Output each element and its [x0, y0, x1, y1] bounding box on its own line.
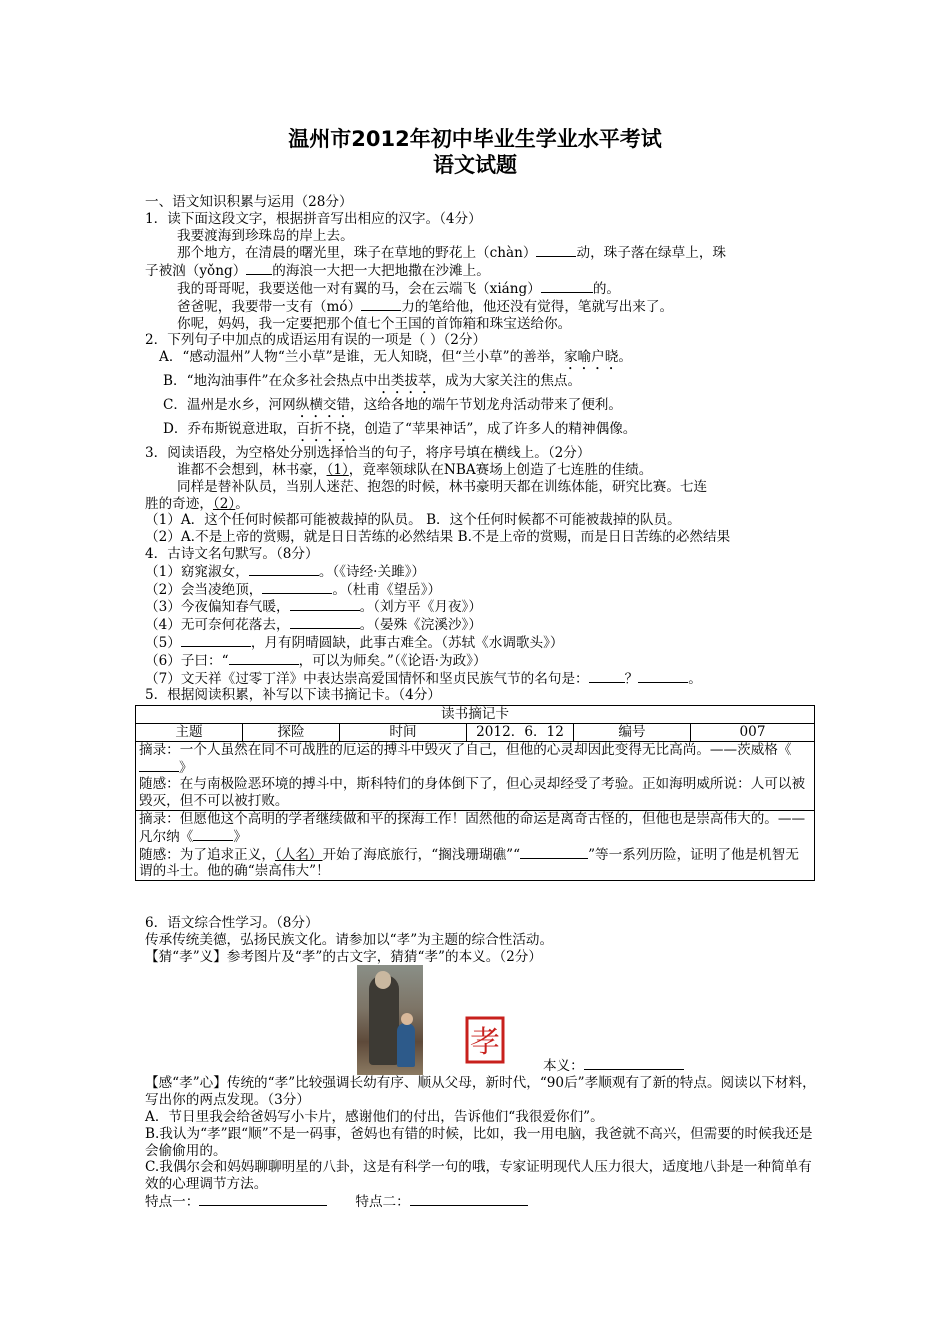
blank-field[interactable] — [536, 244, 576, 257]
material-c: C.我偶尔会和妈妈聊聊明星的八卦，这是有科学一句的哦，专家证明现代人压力很大，适度地八卦是一种简单有效的心理调节方法。 — [145, 1159, 812, 1193]
blank-field[interactable] — [638, 670, 688, 683]
card-entry-2: 摘录：但愿他这个高明的学者继续做和平的探海工作！固然他的命运是离奇古怪的，但他也是崇高伟大的。——凡尔纳《 》 随感：为了追求正义，（人名）开始了海底旅行，“搁浅珊瑚礁”“ ”等一系列历险，证明了他是机智无谓的斗士。他的确“崇高伟大”！ — [136, 810, 815, 880]
seal-glyph: 孝 — [470, 1025, 500, 1061]
blank-2[interactable]: （2） — [212, 495, 236, 512]
blank-field[interactable] — [589, 670, 625, 683]
q3-passage: 胜的奇迹，（2）。 — [145, 495, 249, 512]
blank-field[interactable] — [541, 280, 593, 293]
q3-options-1: （1）A．这个任何时候都可能被裁掉的队员。 B．这个任何时候都不可能被裁掉的队员。 — [145, 512, 681, 529]
q2-option-d: D．乔布斯锐意进取，百折不挠，创造了“苹果神话”，成了许多人的精神偶像。 — [163, 421, 637, 438]
q3-options-2: （2）A.不是上帝的赏赐，就是日日苦练的必然结果 B.不是上帝的赏赐，而是日日苦练的必然结果 — [145, 529, 731, 546]
q1-line: 我的哥哥呢，我要送他一对有翼的马，会在云端飞（xiáng） 的。 — [177, 280, 621, 297]
q1-line: 你呢，妈妈，我一定要把那个值七个王国的首饰箱和珠宝送给你。 — [177, 315, 572, 332]
grandfather-child-photo — [357, 965, 423, 1075]
blank-field[interactable] — [181, 634, 251, 647]
q4-item: （1）窈窕淑女， 。（《诗经·关雎》） — [145, 563, 426, 580]
q4-item: （2）会当凌绝顶， 。（杜甫《望岳》） — [145, 581, 442, 598]
features-line: 特点一： 特点二： — [145, 1193, 825, 1211]
material-a: A．节日里我会给爸妈写小卡片，感谢他们的付出，告诉他们“我很爱你们”。 — [145, 1109, 604, 1126]
q1-line: 那个地方，在清晨的曙光里，珠子在草地的野花上（chàn） 动，珠子落在绿草上，珠 — [177, 245, 727, 262]
q6-intro: 传承传统美德，弘扬民族文化。请参加以“孝”为主题的综合性活动。 — [145, 931, 554, 948]
blank-field[interactable] — [249, 563, 319, 576]
q2-option-b: B．“地沟油事件”在众多社会热点中出类拔萃，成为大家关注的焦点。 — [163, 373, 582, 390]
card-header-number: 编号 — [574, 723, 691, 741]
q2-option-a: A．“感动温州”人物“兰小草”是谁，无人知晓，但“兰小草”的善举，家喻户晓。 — [159, 349, 632, 366]
q4-item: （6）子曰：“ ，可以为师矣。”（《论语·为政》） — [145, 652, 487, 669]
q3-stem: 3．阅读语段，为空格处分别选择恰当的句子，将序号填在横线上。（2分） — [145, 445, 591, 462]
q4-stem: 4．古诗文名句默写。（8分） — [145, 545, 319, 562]
section-heading: 一、语文知识积累与运用（28分） — [145, 194, 353, 210]
blank-field[interactable] — [139, 759, 179, 772]
ancient-xiao-character-seal — [455, 1010, 515, 1070]
answer-field[interactable] — [584, 1057, 684, 1070]
figure-row — [145, 965, 825, 1075]
card-value-time: 2012．6．12 — [467, 723, 574, 741]
card-entry-1: 摘录：一个人虽然在同不可战胜的厄运的搏斗中毁灭了自己，但他的心灵却因此变得无比高尚。——茨威格《》 随感：在与南极险恶环境的搏斗中，斯科特们的身体倒下了，但心灵却经受了考验。正如海明威所说：人可以被毁灭，但不可以被打败。 — [136, 741, 815, 810]
feature-1-field[interactable] — [199, 1193, 327, 1206]
exam-subtitle: 语文试题 — [433, 153, 517, 177]
blank-field[interactable] — [262, 581, 332, 594]
q4-item: （7）文天祥《过零丁洋》中表达崇高爱国情怀和坚贞民族气节的名句是： ？ 。 — [145, 670, 702, 687]
q1-line: 子被汹（yǒng） 的海浪一大把一大把地撒在沙滩上。 — [145, 263, 490, 280]
blank-field[interactable] — [290, 598, 360, 611]
q1-stem: 1．读下面这段文字，根据拼音写出相应的汉字。（4分） — [145, 210, 482, 227]
card-header-theme: 主题 — [136, 723, 243, 741]
card-title: 读书摘记卡 — [136, 706, 815, 724]
meaning-answer: 本义： — [543, 1057, 684, 1075]
card-header-time: 时间 — [340, 723, 467, 741]
reading-card — [135, 705, 815, 881]
q3-passage: 同样是替补队员，当别人迷茫、抱怨的时候，林书豪明天都在训练体能，研究比赛。七连 — [177, 478, 708, 495]
q4-item: （5） ，月有阴晴圆缺，此事古难全。（苏轼《水调歌头》） — [145, 634, 564, 651]
blank-field[interactable] — [246, 262, 272, 275]
blank-field[interactable] — [361, 298, 401, 311]
blank-1[interactable]: （1） — [326, 461, 349, 478]
blank-field[interactable] — [290, 616, 360, 629]
card-value-number: 007 — [691, 723, 815, 741]
q5-stem: 5．根据阅读积累，补写以下读书摘记卡。（4分） — [145, 687, 441, 704]
q4-item: （4）无可奈何花落去， 。（晏殊《浣溪沙》） — [145, 617, 482, 634]
blank-field[interactable] — [229, 652, 299, 665]
q2-stem: 2．下列句子中加点的成语运用有误的一项是（ ）（2分） — [145, 332, 487, 349]
blank-name[interactable]: （人名） — [274, 846, 323, 863]
blank-field[interactable] — [193, 828, 233, 841]
q1-line: 我要渡海到珍珠岛的岸上去。 — [177, 227, 354, 244]
q2-option-c: C．温州是水乡，河网纵横交错，这给各地的端午节划龙舟活动带来了便利。 — [163, 397, 622, 414]
q4-item: （3）今夜偏知春气暖， 。（刘方平《月夜》） — [145, 599, 482, 616]
exam-content — [139, 194, 825, 1211]
q1-line: 爸爸呢，我要带一支有（mó） 力的笔给他，他还没有觉得，笔就写出来了。 — [177, 298, 674, 315]
q6-feel-task: 【感“孝”心】传统的“孝”比较强调长幼有序、顺从父母，新时代，“90后”孝顺观有了新的特点。阅读以下材料，写出你的两点发现。（3分） — [145, 1075, 816, 1109]
material-b: B.我认为“孝”跟“顺”不是一码事，爸妈也有错的时候，比如，我一用电脑，我爸就不高兴，但需要的时候我还是会偷偷用的。 — [145, 1125, 813, 1159]
q3-passage: 谁都不会想到，林书豪，（1），竟率领球队在NBA赛场上创造了七连胜的佳绩。 — [177, 461, 653, 478]
blank-field[interactable] — [520, 846, 588, 859]
exam-title: 温州市2012年初中毕业生学业水平考试 — [288, 127, 662, 151]
card-value-theme: 探险 — [243, 723, 340, 741]
feature-2-field[interactable] — [410, 1193, 528, 1206]
q6-stem: 6．语文综合性学习。（8分） — [145, 915, 319, 932]
q6-guess-task: 【猜“孝”义】参考图片及“孝”的古文字，猜猜“孝”的本义。（2分） — [145, 948, 542, 965]
